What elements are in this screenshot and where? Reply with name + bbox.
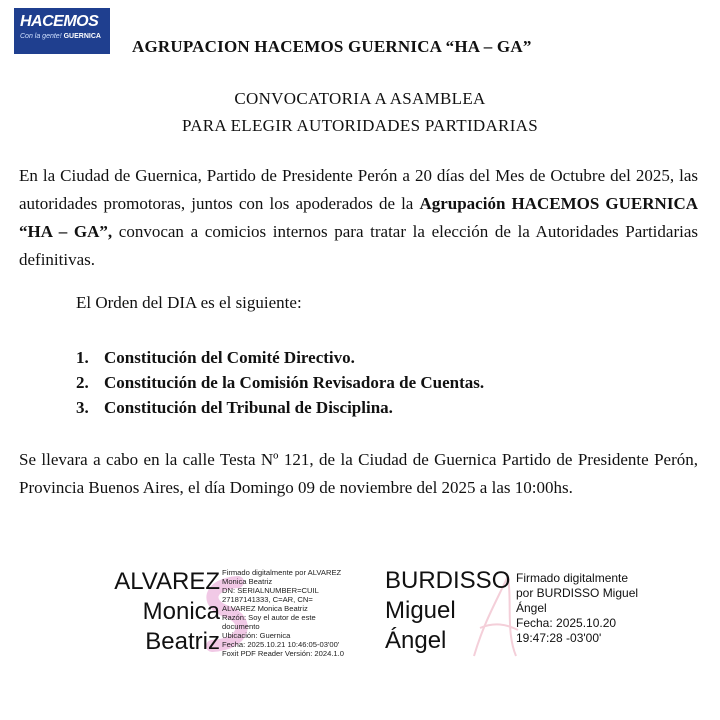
agenda-item-text: Constitución del Tribunal de Disciplina.: [104, 398, 393, 417]
agenda-item-number: 1.: [76, 348, 89, 367]
signature-name-line: Miguel: [385, 597, 456, 624]
agenda-item-number: 2.: [76, 373, 89, 392]
signature-alvarez-name: [90, 567, 220, 657]
agenda-item-number: 3.: [76, 398, 89, 417]
signature-detail-line: Firmado digitalmente por ALVAREZ: [222, 568, 342, 577]
agenda-item: [76, 395, 484, 420]
agenda-item: [76, 345, 484, 370]
signature-detail-line: Fecha: 2025.10.21 10:46:05-03'00': [222, 640, 340, 649]
signature-detail-line: Ángel: [516, 601, 547, 615]
agenda-item-text: Constitución de la Comisión Revisadora de Cuentas.: [104, 373, 485, 392]
intro-text-a: En la Ciudad de Guernica, Partido de Presidente Perón a 20 días del Mes de Octubre del 2025, las autoridades promotoras, juntos con los apoderados de la: [19, 166, 698, 213]
organization-title: AGRUPACION HACEMOS GUERNICA “HA – GA”: [132, 37, 532, 56]
signature-detail-line: Fecha: 2025.10.20: [516, 616, 617, 630]
signature-name-line: Monica: [142, 598, 220, 625]
logo-main-text: HACEMOS: [20, 13, 99, 30]
signature-burdisso-name: [385, 566, 510, 656]
signature-detail-line: 19:47:28 -03'00': [516, 631, 602, 645]
signature-detail-line: Ubicación: Guernica: [222, 631, 291, 640]
signature-detail-line: Firmado digitalmente: [516, 571, 629, 585]
convocatoria-heading-line1: CONVOCATORIA A ASAMBLEA: [234, 89, 486, 108]
signature-detail-line: 27187141333, C=AR, CN=: [222, 595, 313, 604]
signature-detail-line: Razón: Soy el autor de este: [222, 613, 316, 622]
agenda-item: [76, 370, 484, 395]
signature-name-line: Ángel: [385, 627, 447, 654]
logo-tagline: Con la gente!: [20, 33, 62, 40]
signature-detail-line: ALVAREZ Monica Beatriz: [222, 604, 308, 613]
intro-text-b: convocan a comicios internos para tratar la elección de la Autoridades Partidarias definitivas.: [19, 222, 698, 269]
signature-detail-line: por BURDISSO Miguel: [516, 586, 639, 600]
location-paragraph: Se llevara a cabo en la calle Testa Nº 121, de la Ciudad de Guernica Partido de Presidente Perón, Provincia Buenos Aires, el día Domingo 09 de noviembre del 2025 a las 10:00hs.: [19, 450, 698, 497]
signature-burdisso-details: [516, 571, 638, 646]
signature-detail-line: Foxit PDF Reader Versión: 2024.1.0: [222, 649, 344, 658]
intro-paragraph: [19, 162, 698, 274]
signature-name-line: Beatriz: [145, 628, 220, 655]
signature-name-line: BURDISSO: [385, 567, 511, 594]
signature-alvarez-details: [222, 568, 344, 658]
signature-detail-line: documento: [222, 622, 260, 631]
signature-detail-line: DN: SERIALNUMBER=CUIL: [222, 586, 319, 595]
signature-detail-line: Monica Beatriz: [222, 577, 273, 586]
agenda-list: [76, 345, 484, 420]
hacemos-guernica-logo: [14, 8, 110, 54]
convocatoria-heading-line2: PARA ELEGIR AUTORIDADES PARTIDARIAS: [182, 116, 538, 135]
signature-name-line: ALVAREZ: [114, 568, 220, 595]
logo-place: GUERNICA: [63, 33, 101, 40]
intro-bold-agrupacion: Agrupación HACEMOS GUERNICA “HA – GA”,: [19, 194, 698, 241]
order-of-day-intro: El Orden del DIA es el siguiente:: [76, 293, 302, 312]
agenda-item-text: Constitución del Comité Directivo.: [104, 348, 355, 367]
logo-subline: [20, 32, 106, 41]
